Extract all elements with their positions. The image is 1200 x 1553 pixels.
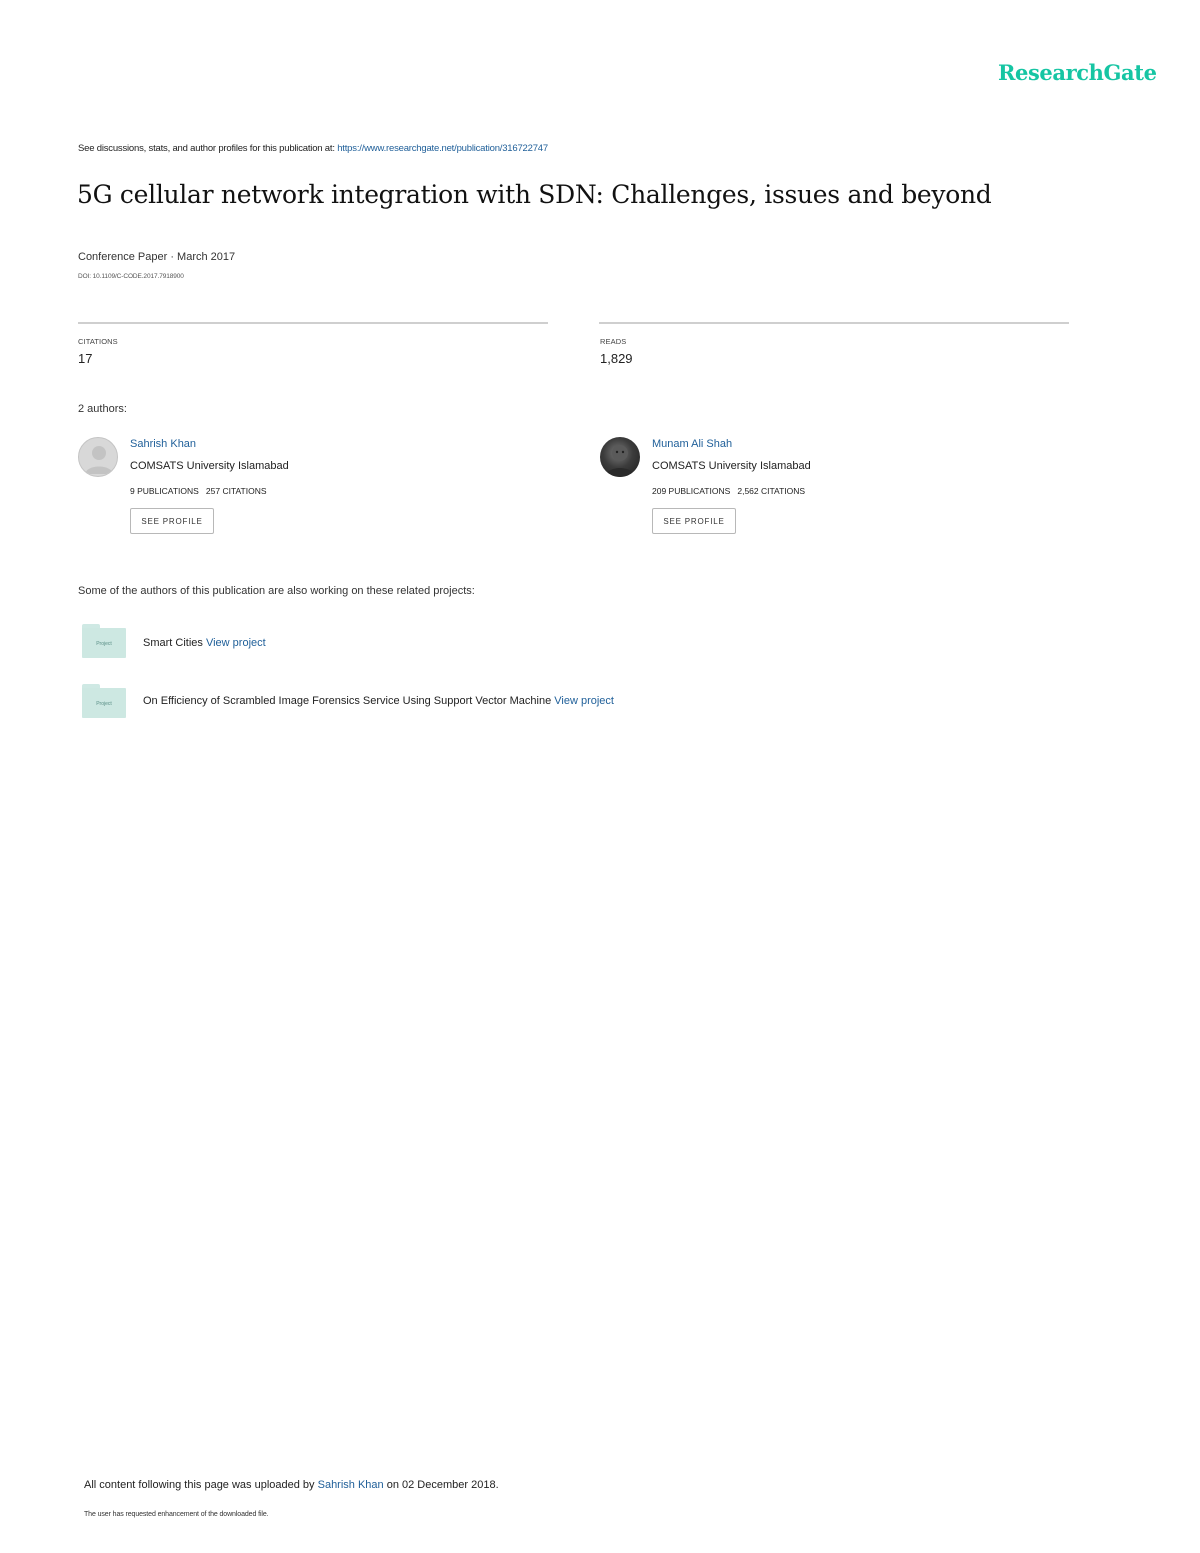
- see-profile-button[interactable]: SEE PROFILE: [652, 508, 736, 534]
- citations-value: 17: [78, 351, 93, 366]
- authors-label: 2 authors:: [78, 403, 127, 415]
- author-citations: 257 CITATIONS: [205, 486, 267, 496]
- author-institution: COMSATS University Islamabad: [130, 460, 289, 472]
- avatar-photo[interactable]: [600, 437, 640, 477]
- author-publications: 9 PUBLICATIONS: [130, 486, 199, 496]
- folder-icon-text: Project: [96, 701, 112, 707]
- publication-type-date: Conference Paper · March 2017: [78, 251, 236, 263]
- project-item: [143, 695, 614, 707]
- project-name: On Efficiency of Scrambled Image Forensics Service Using Support Vector Machine: [143, 695, 552, 707]
- upload-prefix: All content following this page was uploaded by: [84, 1479, 318, 1491]
- view-project-link[interactable]: View project: [205, 637, 266, 649]
- author-publications: 209 PUBLICATIONS: [652, 486, 731, 496]
- view-project-link[interactable]: View project: [554, 695, 614, 707]
- reads-divider: [599, 322, 1069, 324]
- uploader-link[interactable]: Sahrish Khan: [317, 1479, 384, 1491]
- upload-suffix: on 02 December 2018.: [383, 1479, 499, 1491]
- author-institution: COMSATS University Islamabad: [652, 460, 811, 472]
- user-silhouette-icon: [79, 438, 118, 477]
- researchgate-logo[interactable]: ResearchGate: [998, 60, 1157, 85]
- project-item: [143, 637, 266, 649]
- author-name-link[interactable]: Sahrish Khan: [130, 438, 197, 450]
- project-folder-icon: [82, 624, 126, 658]
- author-stats: [130, 486, 267, 496]
- project-folder-icon: [82, 684, 126, 718]
- reads-label: READS: [600, 337, 627, 346]
- publication-url-link[interactable]: https://www.researchgate.net/publication/316722747: [337, 143, 548, 154]
- publication-title: 5G cellular network integration with SDN: Challenges, issues and beyond: [77, 180, 992, 209]
- author-name-link[interactable]: Munam Ali Shah: [652, 438, 733, 450]
- intro-text: See discussions, stats, and author profiles for this publication at:: [78, 143, 338, 154]
- author-stats: [652, 486, 805, 496]
- citations-label: CITATIONS: [78, 337, 118, 346]
- publication-url-line: [78, 143, 548, 154]
- see-profile-button[interactable]: SEE PROFILE: [130, 508, 214, 534]
- related-projects-label: Some of the authors of this publication are also working on these related projects:: [78, 585, 475, 597]
- avatar-placeholder[interactable]: [78, 437, 118, 477]
- reads-value: 1,829: [600, 351, 633, 366]
- publication-doi: DOI: 10.1109/C-CODE.2017.7918900: [78, 273, 184, 280]
- enhancement-note: The user has requested enhancement of the downloaded file.: [84, 1511, 269, 1518]
- author-photo-icon: [600, 437, 640, 477]
- citations-divider: [78, 322, 548, 324]
- project-name: Smart Cities: [143, 637, 203, 649]
- folder-icon-text: Project: [96, 641, 112, 647]
- upload-notice: [84, 1479, 499, 1491]
- author-citations: 2,562 CITATIONS: [737, 486, 806, 496]
